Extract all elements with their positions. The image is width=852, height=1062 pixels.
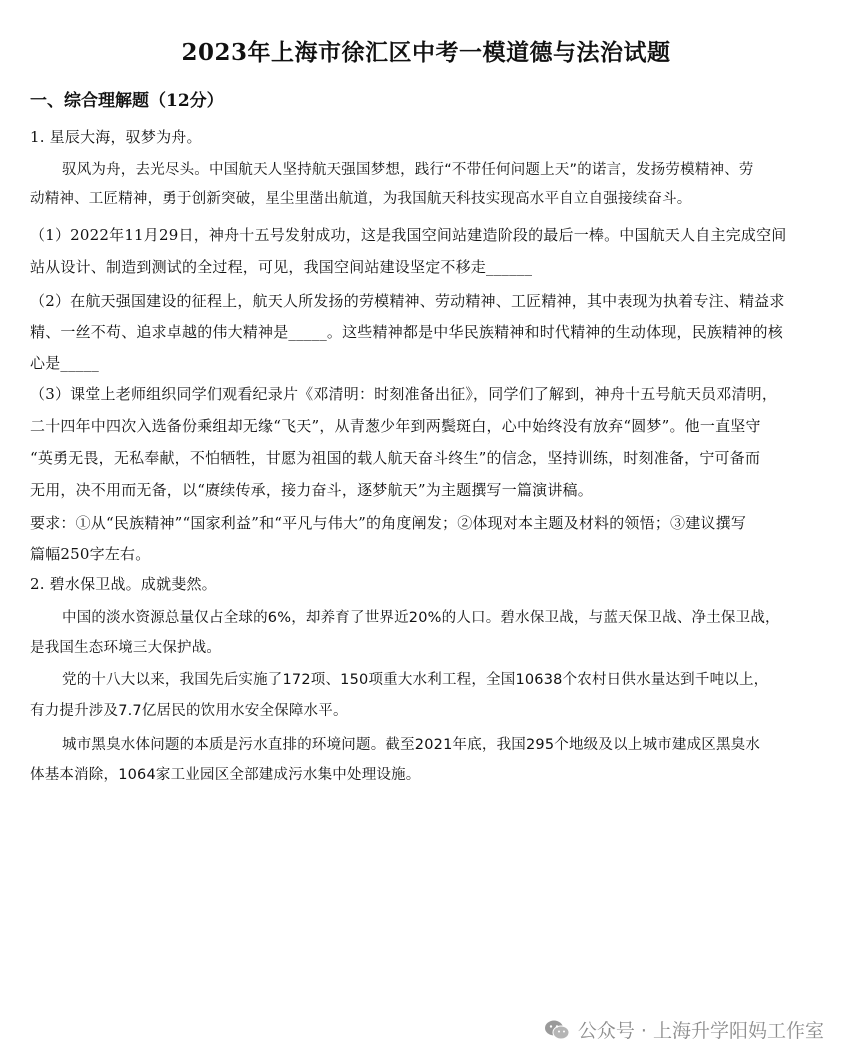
q2-paragraph-line: 体基本消除，1064家工业园区全部建成污水集中处理设施。: [30, 767, 421, 783]
q2-paragraph-line: 中国的淡水资源总量仅占全球的6%，却养育了世界近20%的人口。碧水保卫战，与蓝天保卫战、净土保卫战，: [62, 610, 780, 626]
q2-paragraph-line: 是我国生态环境三大保护战。: [30, 640, 222, 656]
wechat-icon: [544, 1019, 570, 1041]
q1-sub3-line: 二十四年中四次入选备份乘组却无缘“飞天”，从青葱少年到两鬓斑白，心中始终没有放弃“圆梦”。他一直坚守: [30, 417, 761, 435]
q1-sub2-line: （2）在航天强国建设的征程上，航天人所发扬的劳模精神、劳动精神、工匠精神，其中表现为执着专注、精益求: [30, 292, 785, 310]
watermark-text: 公众号 · 上海升学阳妈工作室: [577, 1020, 824, 1042]
q2-paragraph-line: 党的十八大以来，我国先后实施了172项、150项重大水利工程，全国10638个农村日供水量达到千吨以上，: [62, 672, 769, 688]
section-heading: 一、综合理解题（12分）: [30, 91, 224, 111]
q1-sub2-line: 精、一丝不苟、追求卓越的伟大精神是_____。这些精神都是中华民族精神和时代精神的生动体现，民族精神的核: [30, 323, 783, 341]
q1-requirement-line: 要求：①从“民族精神”“国家利益”和“平凡与伟大”的角度阐发；②体现对本主题及材料的领悟；③建议撰写: [30, 514, 747, 532]
q1-sub3-line: （3）课堂上老师组织同学们观看纪录片《邓清明：时刻准备出征》，同学们了解到，神舟十五号航天员邓清明，: [30, 385, 778, 403]
q1-requirement-line: 篇幅250字左右。: [30, 545, 151, 563]
page-title: 2023年上海市徐汇区中考一模道德与法治试题: [181, 39, 671, 66]
watermark: [544, 1016, 824, 1043]
q1-paragraph-line: 动精神、工匠精神，勇于创新突破，星尘里凿出航道，为我国航天科技实现高水平自立自强接续奋斗。: [30, 191, 692, 207]
q1-sub1-line: 站从设计、制造到测试的全过程，可见，我国空间站建设坚定不移走______: [30, 258, 533, 276]
q1-sub1-line: （1）2022年11月29日，神舟十五号发射成功，这是我国空间站建造阶段的最后一棒。中国航天人自主完成空间: [30, 226, 787, 244]
q2-paragraph-line: 城市黑臭水体问题的本质是污水直排的环境问题。截至2021年底，我国295个地级及以上城市建成区黑臭水: [62, 737, 761, 753]
q2-paragraph-line: 有力提升涉及7.7亿居民的饮用水安全保障水平。: [30, 703, 348, 719]
q1-paragraph-line: 驭风为舟，去光尽头。中国航天人坚持航天强国梦想，践行“不带任何问题上天”的诺言，发扬劳模精神、劳: [62, 162, 754, 178]
q1-sub3-line: 无用，决不用而无备，以“赓续传承，接力奋斗，逐梦航天”为主题撰写一篇演讲稿。: [30, 481, 593, 499]
q1-sub3-line: “英勇无畏，无私奉献，不怕牺牲，甘愿为祖国的载人航天奋斗终生”的信念，坚持训练，时刻准备，宁可备而: [30, 449, 761, 467]
q2-heading: 2. 碧水保卫战。成就斐然。: [30, 575, 217, 593]
q1-heading: 1. 星辰大海，驭梦为舟。: [30, 128, 202, 146]
q1-sub2-line: 心是_____: [30, 354, 99, 372]
